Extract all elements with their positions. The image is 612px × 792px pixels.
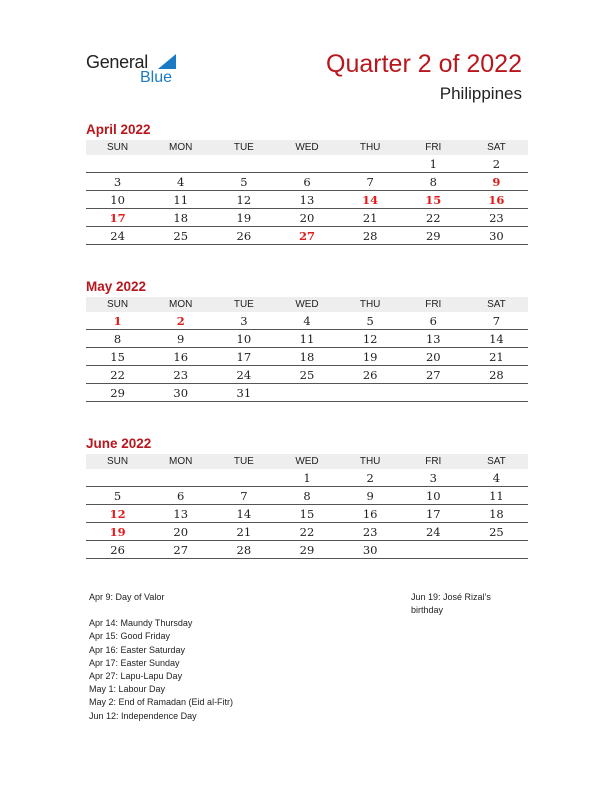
day-cell: 30 [339,541,402,559]
logo-general-text: General [86,52,148,72]
calendar-grid [86,454,528,559]
day-cell: 10 [212,330,275,348]
day-cell: 21 [339,209,402,227]
day-cell: 18 [465,505,528,523]
day-cell: 31 [212,384,275,402]
day-cell: 1 [86,312,149,330]
day-cell: 24 [212,366,275,384]
day-cell: 5 [86,487,149,505]
day-cell: 5 [212,173,275,191]
weekday-label: THU [339,140,402,155]
holiday-note: Apr 15: Good Friday [89,631,171,642]
week-row [86,330,528,348]
week-row [86,469,528,487]
week-row [86,348,528,366]
holiday-notes-side [411,591,521,617]
weekday-label: SAT [465,454,528,469]
day-cell: 23 [339,523,402,541]
calendar-grid [86,140,528,245]
day-cell: 30 [465,227,528,245]
day-cell: 22 [275,523,338,541]
day-cell [275,384,338,402]
weekday-label: WED [275,454,338,469]
month-title: April 2022 [86,122,151,137]
week-row [86,505,528,523]
weekday-header-row [86,140,528,155]
day-cell: 6 [402,312,465,330]
day-cell: 28 [339,227,402,245]
day-cell: 4 [149,173,212,191]
day-cell: 27 [149,541,212,559]
day-cell: 29 [86,384,149,402]
generalblue-logo [86,52,196,92]
week-row [86,312,528,330]
day-cell: 16 [339,505,402,523]
day-cell [86,155,149,173]
day-cell: 15 [275,505,338,523]
day-cell: 7 [212,487,275,505]
day-cell: 19 [86,523,149,541]
day-cell: 3 [402,469,465,487]
day-cell: 26 [212,227,275,245]
day-cell: 7 [465,312,528,330]
weekday-label: MON [149,140,212,155]
day-cell: 19 [339,348,402,366]
week-row [86,173,528,191]
day-cell [149,155,212,173]
weekday-label: SUN [86,297,149,312]
day-cell: 9 [465,173,528,191]
holiday-note: birthday [411,605,444,616]
holiday-note: Apr 9: Day of Valor [89,592,165,602]
month-may [86,279,528,402]
page-title: Quarter 2 of 2022 [326,50,522,78]
day-cell: 10 [402,487,465,505]
day-cell: 26 [339,366,402,384]
day-cell: 12 [86,505,149,523]
day-cell: 1 [402,155,465,173]
day-cell: 8 [275,487,338,505]
holiday-note: Apr 14: Maundy Thursday [89,618,193,629]
weekday-header-row [86,297,528,312]
day-cell: 11 [149,191,212,209]
day-cell: 5 [339,312,402,330]
day-cell: 30 [149,384,212,402]
weekday-label: MON [149,297,212,312]
day-cell: 20 [275,209,338,227]
day-cell: 4 [275,312,338,330]
day-cell: 10 [86,191,149,209]
country-name: Philippines [439,84,522,103]
holiday-note: May 1: Labour Day [89,684,166,695]
day-cell: 29 [402,227,465,245]
day-cell: 2 [465,155,528,173]
day-cell [149,469,212,487]
day-cell: 13 [149,505,212,523]
day-cell: 24 [402,523,465,541]
day-cell: 1 [275,469,338,487]
day-cell [212,469,275,487]
day-cell: 20 [402,348,465,366]
week-row [86,209,528,227]
weekday-label: FRI [402,454,465,469]
day-cell: 23 [149,366,212,384]
day-cell: 2 [339,469,402,487]
month-title: June 2022 [86,436,152,451]
holiday-note: Apr 16: Easter Saturday [89,644,186,655]
holiday-notes [89,591,233,723]
day-cell: 14 [465,330,528,348]
weekday-label: SUN [86,454,149,469]
day-cell: 2 [149,312,212,330]
week-row [86,487,528,505]
day-cell: 8 [86,330,149,348]
day-cell: 17 [86,209,149,227]
day-cell: 23 [465,209,528,227]
day-cell: 8 [402,173,465,191]
day-cell: 13 [275,191,338,209]
weekday-label: TUE [212,297,275,312]
weekday-label: WED [275,140,338,155]
weekday-label: MON [149,454,212,469]
week-row [86,541,528,559]
day-cell: 18 [275,348,338,366]
weekday-label: THU [339,454,402,469]
weekday-label: FRI [402,140,465,155]
day-cell [339,155,402,173]
day-cell [86,469,149,487]
weekday-label: SAT [465,140,528,155]
day-cell: 21 [465,348,528,366]
day-cell [402,541,465,559]
weekday-label: THU [339,297,402,312]
day-cell: 14 [339,191,402,209]
day-cell: 17 [402,505,465,523]
day-cell: 12 [212,191,275,209]
day-cell: 6 [275,173,338,191]
day-cell: 25 [149,227,212,245]
day-cell: 4 [465,469,528,487]
day-cell: 9 [339,487,402,505]
day-cell: 9 [149,330,212,348]
day-cell: 14 [212,505,275,523]
logo-triangle-icon [158,54,176,69]
weekday-label: SAT [465,297,528,312]
day-cell: 18 [149,209,212,227]
holiday-note: Jun 12: Independence Day [89,710,197,721]
day-cell [465,384,528,402]
day-cell: 26 [86,541,149,559]
day-cell [275,155,338,173]
day-cell [402,384,465,402]
day-cell: 22 [86,366,149,384]
day-cell: 28 [212,541,275,559]
day-cell: 22 [402,209,465,227]
day-cell: 3 [212,312,275,330]
day-cell [339,384,402,402]
holiday-note: May 2: End of Ramadan (Eid al-Fitr) [89,697,234,708]
holiday-note: Apr 27: Lapu-Lapu Day [89,671,183,682]
week-row [86,366,528,384]
day-cell: 17 [212,348,275,366]
day-cell: 12 [339,330,402,348]
day-cell: 16 [465,191,528,209]
day-cell: 13 [402,330,465,348]
day-cell [212,155,275,173]
logo-blue-text: Blue [140,69,173,86]
weekday-label: WED [275,297,338,312]
week-row [86,155,528,173]
holiday-note: Apr 17: Easter Sunday [89,657,180,668]
week-row [86,191,528,209]
month-june [86,436,528,559]
day-cell: 28 [465,366,528,384]
week-row [86,384,528,402]
day-cell: 24 [86,227,149,245]
day-cell: 27 [275,227,338,245]
day-cell: 3 [86,173,149,191]
day-cell: 11 [465,487,528,505]
week-row [86,523,528,541]
holiday-note: Jun 19: José Rizal’s [411,592,491,602]
day-cell: 6 [149,487,212,505]
month-april [86,122,528,245]
day-cell: 15 [402,191,465,209]
weekday-label: SUN [86,140,149,155]
calendar-grid [86,297,528,402]
weekday-label: TUE [212,454,275,469]
day-cell: 15 [86,348,149,366]
weekday-label: FRI [402,297,465,312]
day-cell: 16 [149,348,212,366]
month-title: May 2022 [86,279,147,294]
day-cell: 20 [149,523,212,541]
day-cell: 19 [212,209,275,227]
day-cell: 27 [402,366,465,384]
day-cell [465,541,528,559]
day-cell: 29 [275,541,338,559]
day-cell: 11 [275,330,338,348]
day-cell: 7 [339,173,402,191]
weekday-header-row [86,454,528,469]
weekday-label: TUE [212,140,275,155]
day-cell: 25 [275,366,338,384]
day-cell: 21 [212,523,275,541]
day-cell: 25 [465,523,528,541]
week-row [86,227,528,245]
